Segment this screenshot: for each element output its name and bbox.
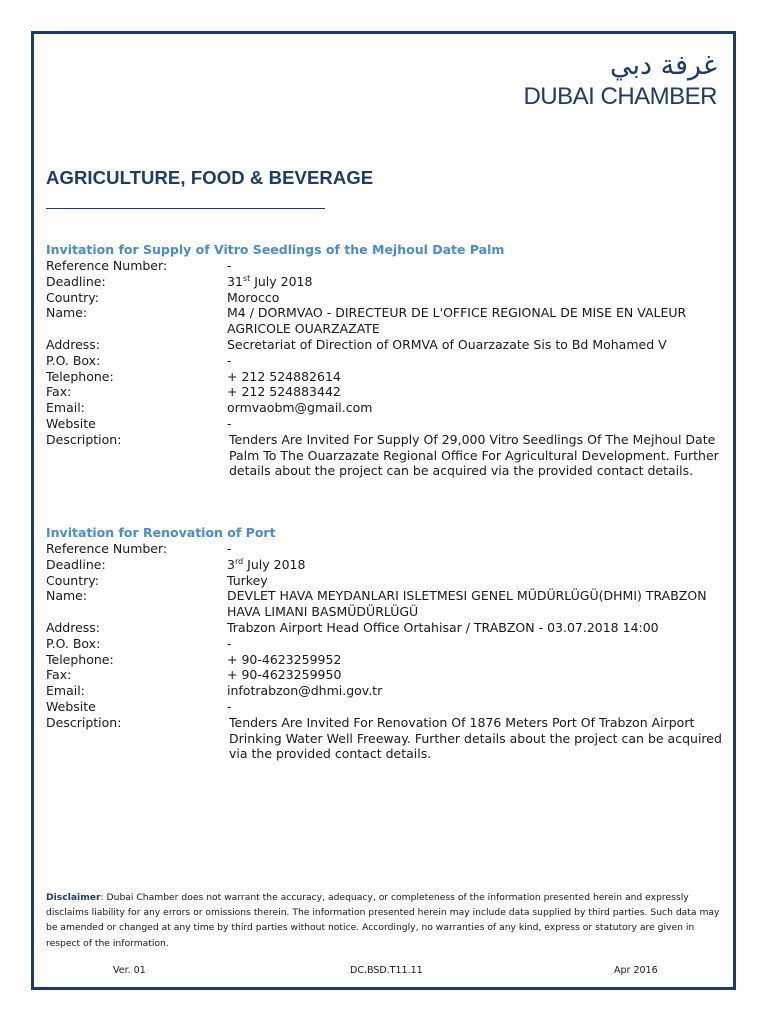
value-email: infotrabzon@dhmi.gov.tr bbox=[227, 683, 383, 699]
value-reference: - bbox=[227, 541, 232, 556]
field-website bbox=[46, 416, 726, 432]
field-telephone bbox=[46, 652, 726, 668]
logo-latin-text: DUBAI CHAMBER bbox=[523, 83, 717, 110]
label-po-box: P.O. Box: bbox=[46, 635, 101, 651]
label-name: Name: bbox=[46, 588, 88, 604]
footer-version: Ver. 01 bbox=[113, 965, 146, 976]
field-reference bbox=[46, 258, 726, 274]
value-website: - bbox=[227, 415, 232, 431]
label-po-box: P.O. Box: bbox=[46, 352, 101, 368]
label-website: Website bbox=[46, 698, 96, 714]
page-title: AGRICULTURE, FOOD & BEVERAGE bbox=[46, 167, 374, 188]
field-address bbox=[46, 337, 726, 353]
field-name bbox=[46, 305, 726, 337]
value-email: ormvaobm@gmail.com bbox=[227, 400, 373, 416]
field-country bbox=[46, 290, 726, 306]
deadline-day: 31 bbox=[227, 273, 243, 289]
field-country bbox=[46, 573, 726, 589]
field-po-box bbox=[46, 353, 726, 369]
disclaimer-label: Disclaimer bbox=[46, 892, 101, 903]
label-deadline: Deadline: bbox=[46, 273, 106, 289]
label-fax: Fax: bbox=[46, 667, 72, 683]
value-fax: + 90-4623259950 bbox=[227, 667, 342, 683]
tender-section-1 bbox=[46, 242, 726, 479]
label-country: Country: bbox=[46, 289, 99, 305]
label-deadline: Deadline: bbox=[46, 556, 106, 572]
label-telephone: Telephone: bbox=[46, 368, 114, 384]
tender-heading: Invitation for Renovation of Port bbox=[46, 525, 276, 540]
deadline-month-year: July 2018 bbox=[243, 556, 306, 572]
label-name: Name: bbox=[46, 305, 88, 321]
value-name: DEVLET HAVA MEYDANLARI ISLETMESI GENEL MÜDÜRLÜGÜ(DHMI) TRABZON HAVA LIMANI BASMÜDÜRLÜGÜ bbox=[227, 588, 707, 620]
tender-heading: Invitation for Supply of Vitro Seedlings of the Mejhoul Date Palm bbox=[46, 242, 505, 257]
deadline-suffix: rd bbox=[234, 556, 244, 566]
label-country: Country: bbox=[46, 572, 99, 588]
value-country: Morocco bbox=[227, 289, 280, 305]
label-email: Email: bbox=[46, 400, 85, 416]
label-address: Address: bbox=[46, 336, 100, 352]
field-address bbox=[46, 620, 726, 636]
value-telephone: + 90-4623259952 bbox=[227, 651, 342, 667]
label-description: Description: bbox=[46, 431, 122, 447]
dubai-chamber-logo bbox=[512, 50, 717, 112]
value-fax: + 212 524883442 bbox=[227, 384, 341, 400]
label-email: Email: bbox=[46, 683, 85, 699]
field-email bbox=[46, 400, 726, 416]
footer-date: Apr 2016 bbox=[614, 965, 658, 976]
value-address: Trabzon Airport Head Office Ortahisar / TRABZON - 03.07.2018 14:00 bbox=[227, 619, 659, 635]
deadline-day: 3 bbox=[227, 556, 235, 572]
title-underline bbox=[46, 208, 325, 209]
value-description: Tenders Are Invited For Renovation Of 1876 Meters Port Of Trabzon Airport Drinking Water Well Freeway. Further details about the project can be acquired via the provided contact details. bbox=[229, 714, 722, 762]
field-fax bbox=[46, 667, 726, 683]
value-po-box: - bbox=[227, 352, 232, 368]
value-po-box: - bbox=[227, 635, 232, 651]
field-website bbox=[46, 699, 726, 715]
label-reference: Reference Number: bbox=[46, 258, 168, 273]
value-description: Tenders Are Invited For Supply Of 29,000 Vitro Seedlings Of The Mejhoul Date Palm To The Ouarzazate Regional Office For Agricultural Development. Further details about the project can be acquired via the provided contact details. bbox=[229, 431, 719, 479]
field-email bbox=[46, 683, 726, 699]
label-description: Description: bbox=[46, 714, 122, 730]
value-country: Turkey bbox=[227, 572, 268, 588]
deadline-suffix: st bbox=[242, 273, 251, 283]
value-name: M4 / DORMVAO - DIRECTEUR DE L'OFFICE REGIONAL DE MISE EN VALEUR AGRICOLE OUARZAZATE bbox=[227, 305, 687, 337]
field-name bbox=[46, 588, 726, 620]
field-deadline bbox=[46, 274, 726, 290]
value-deadline bbox=[227, 274, 726, 290]
label-address: Address: bbox=[46, 619, 100, 635]
value-telephone: + 212 524882614 bbox=[227, 368, 341, 384]
field-fax bbox=[46, 384, 726, 400]
footer-document-code: DC.BSD.T11.11 bbox=[350, 965, 423, 976]
label-fax: Fax: bbox=[46, 384, 72, 400]
field-description bbox=[46, 715, 726, 762]
field-telephone bbox=[46, 369, 726, 385]
value-address: Secretariat of Direction of ORMVA of Ouarzazate Sis to Bd Mohamed V bbox=[227, 336, 667, 352]
value-reference: - bbox=[227, 258, 232, 273]
field-po-box bbox=[46, 636, 726, 652]
field-reference bbox=[46, 541, 726, 557]
deadline-month-year: July 2018 bbox=[250, 273, 313, 289]
tender-section-2 bbox=[46, 525, 726, 762]
label-website: Website bbox=[46, 415, 96, 431]
disclaimer bbox=[46, 890, 726, 951]
logo-arabic-text: غرفة دبي bbox=[609, 50, 717, 81]
label-reference: Reference Number: bbox=[46, 541, 168, 556]
value-website: - bbox=[227, 698, 232, 714]
label-telephone: Telephone: bbox=[46, 651, 114, 667]
value-deadline bbox=[227, 557, 726, 573]
field-deadline bbox=[46, 557, 726, 573]
field-description bbox=[46, 432, 726, 479]
disclaimer-text: : Dubai Chamber does not warrant the accuracy, adequacy, or completeness of the information presented herein and expressly disclaims liability for any errors or omissions therein. The information presented herein may include data supplied by third parties. Such data may be amended or changed at any time by third parties without notice. Accordingly, no warranties of any kind, express or statutory are given in respect of the information. bbox=[46, 892, 720, 949]
